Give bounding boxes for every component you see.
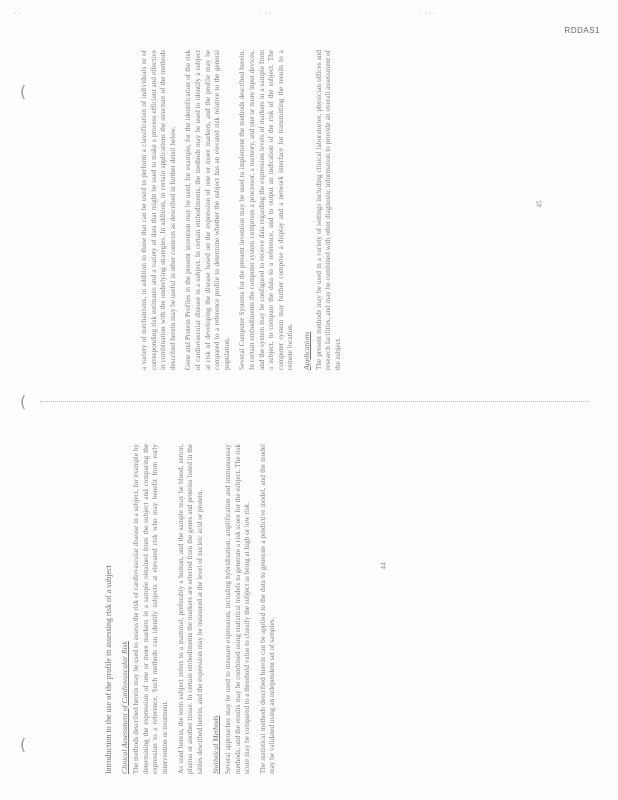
paragraph: The methods described herein may be used to assess the risk of cardiovascular disease in a subject, for example by determining the expression of one or more markers in a sample obtained from the subject and comparing the expression to a reference. Such methods can identify subjects at elevated risk who may benefit from early intervention or treatment. — [132, 444, 169, 774]
section-heading: Statistical Methods — [211, 715, 221, 774]
document-id: RDDAS1 — [564, 26, 600, 35]
paragraph: Gene and Protein Profiles in the present invention may be used, for example, for the identification of the risk of cardiovascular disease in a subject. In certain embodiments, the methods may be used to identify a subject at risk of developing the disease based on the expression of one or more markers, and the profile may be compared to a reference profile to determine whether the subject has an elevated risk relative to the general population. — [184, 50, 231, 370]
paragraph: As used herein, the term subject refers to a mammal, preferably a human, and the sample may be blood, serum, plasma or another tissue. In certain embodiments the markers are selected from the genes and proteins listed in the tables described herein, and the expression may be measured at the level of nucleic acid or protein. — [176, 444, 204, 774]
page-number: 44 — [379, 562, 388, 570]
punch-hole-icon: ( — [20, 82, 27, 101]
paragraph: a variety of mechanisms, in addition to those that can be used to perform a classification of individuals or of corresponding risk estimates and a variety of data that might be used to make a process efficient and effective in combination with the underlying strategies. In addition, in certain applications the structure of the methods described herein may be useful in other contexts as described in further detail below. — [140, 50, 177, 370]
subheading: Clinical Assessment of Cardiovascular Risk — [119, 641, 129, 774]
section-heading: Applications — [301, 331, 311, 370]
bottom-panel — [0, 402, 618, 800]
scan-mark: · · · — [260, 10, 271, 17]
scan-mark: · · — [14, 10, 21, 17]
punch-hole-icon: ( — [20, 392, 27, 411]
paragraph: Several approaches may be used to measure expression, including hybridization, amplification and immunoassay methods, and the results may be combined using statistical models to generate a risk score for the subject. The risk score may be compared to a threshold value to classify the subject as being at high or low risk. — [223, 444, 252, 774]
bottom-panel-text — [104, 444, 284, 774]
punch-hole-icon: ( — [20, 735, 27, 754]
page-number: 45 — [535, 200, 544, 208]
section-title: Introduction to the use of the profile in assessing risk of a subject — [104, 565, 113, 774]
paragraph: The present methods may be used in a variety of settings including clinical laboratories, physician offices and research facilities, and may be combined with other diagnostic information to provide an overall assessment of the subject. — [314, 50, 342, 370]
paragraph: The statistical methods described herein can be applied to the data to generate a predictive model, and the model may be validated using an independent set of samples. — [258, 444, 277, 774]
top-panel-text — [140, 50, 349, 370]
paragraph: Several Computer Systems for the present invention may be used to implement the methods described herein. In certain embodiments the computer system comprises a processor, a memory, and one or more input devices, and the system may be configured to receive data regarding the expression levels of markers in a sample from a subject, to compare the data to a reference, and to output an indication of the risk of the subject. The computer system may further comprise a display and a network interface for transmitting the results to a remote location. — [238, 50, 295, 370]
scan-mark: · · · · — [420, 10, 436, 17]
